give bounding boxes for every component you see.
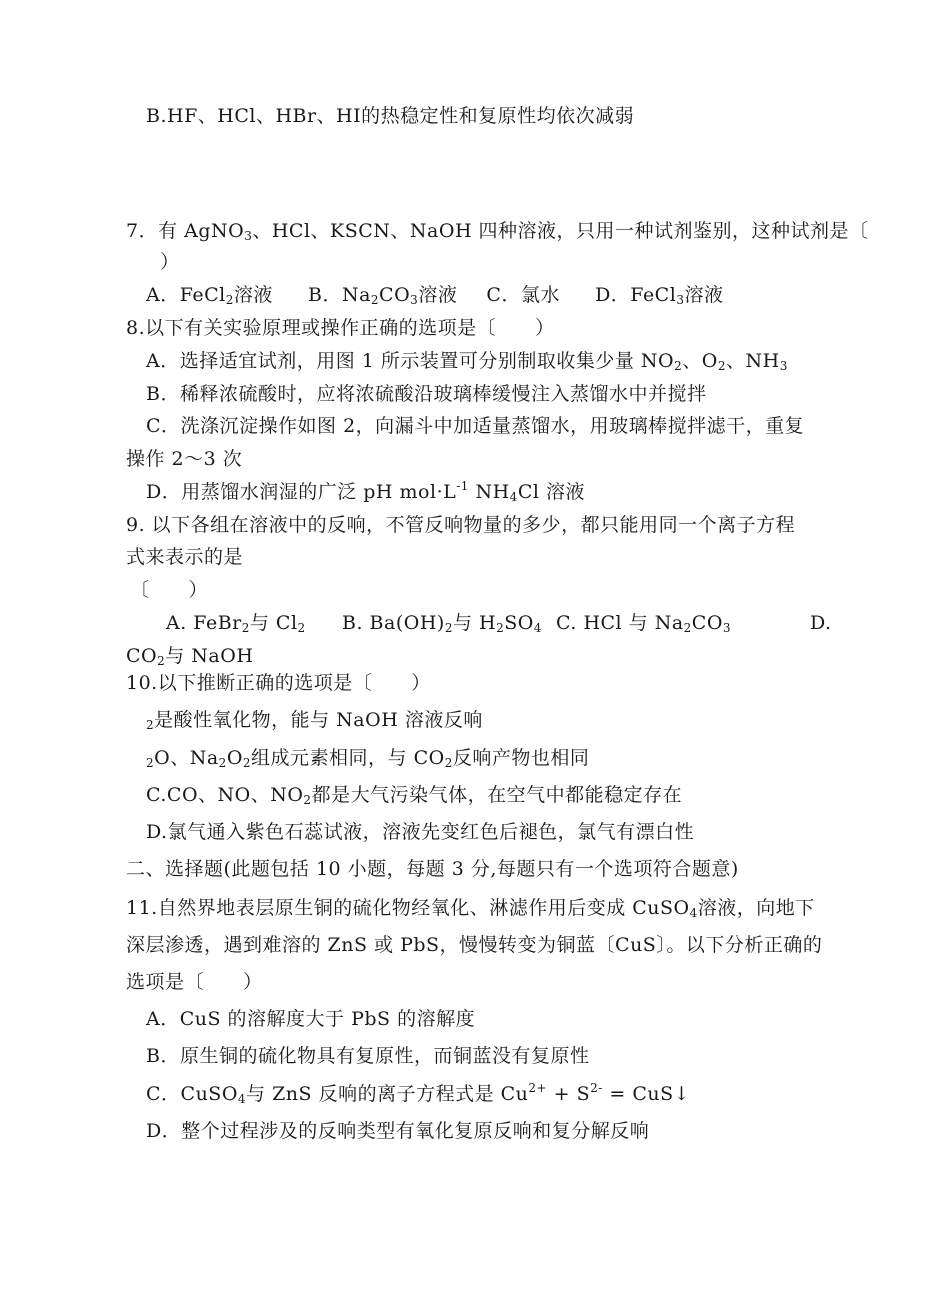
q9-option-d: $CO_2$与 NaOH — [126, 645, 254, 668]
q7-option-d: D．FeCl$_3$溶液 — [595, 284, 724, 307]
question-11-stem-cont2: 选项是〔 ） — [126, 971, 263, 993]
question-10-stem: 10.以下推断正确的选项是〔 ） — [126, 672, 431, 694]
question-7-stem: 7．有 AgNO$_3$、HCl、KSCN、NaOH 四种溶液，只用一种试剂鉴别，这种试剂是〔 — [126, 220, 869, 243]
question-7-options — [146, 283, 723, 307]
q8-option-d: D．用蒸馏水润湿的广泛 pH $mol\cdot L^{-1}$ $NH_4Cl$ 溶液 — [146, 479, 585, 504]
q11-option-d: D．整个过程涉及的反响类型有氧化复原反响和复分解反响 — [146, 1120, 650, 1142]
question-9-stem: 9. 以下各组在溶液中的反响，不管反响物量的多少，都只能用同一个离子方程 — [126, 514, 796, 536]
q7-option-b: B．$Na_2CO_3$溶液 — [307, 284, 458, 307]
q7-option-a: A．FeCl$_2$溶液 — [146, 284, 273, 307]
question-9-answer-paren: 〔 ） — [130, 579, 209, 601]
question-7-stem-cont: ） — [160, 251, 180, 273]
question-8-stem: 8.以下有关实验原理或操作正确的选项是〔 ） — [126, 317, 555, 339]
q10-option-c: C.CO、NO、$NO_2$都是大气污染气体，在空气中都能稳定存在 — [146, 784, 683, 807]
q9-option-a: A. FeBr$_2$与 $Cl_2$ — [166, 612, 306, 635]
q8-option-b: B．稀释浓硫酸时，应将浓硫酸沿玻璃棒缓慢注入蒸馏水中并搅拌 — [146, 383, 707, 405]
q9-option-d-label: D. — [810, 612, 832, 634]
q8-option-a: A．选择适宜试剂，用图 1 所示装置可分别制取收集少量 $NO_2$、$O_2$、$NH_3$ — [146, 350, 788, 373]
q11-option-b: B．原生铜的硫化物具有复原性，而铜蓝没有复原性 — [146, 1045, 590, 1067]
q11-option-a: A．CuS 的溶解度大于 PbS 的溶解度 — [146, 1008, 476, 1030]
q9-option-c: C. HCl 与 $Na_2CO_3$ — [556, 612, 732, 635]
section-2-heading: 二、选择题(此题包括 10 小题，每题 3 分,每题只有一个选项符合题意) — [126, 858, 739, 880]
q11-option-c: C．CuSO$_4$与 ZnS 反响的离子方程式是 $Cu^{2+} + S^{2-}$ = CuS↓ — [146, 1081, 691, 1106]
question-11-stem: 11.自然界地表层原生铜的硫化物经氧化、淋滤作用后变成 CuSO$_4$溶液，向地下 — [126, 897, 815, 920]
option-b-halide-stability: B.HF、HCl、HBr、HI的热稳定性和复原性均依次减弱 — [146, 105, 635, 127]
q8-option-c: C．洗涤沉淀操作如图 2，向漏斗中加适量蒸馏水，用玻璃棒搅拌滤干，重复 — [146, 415, 805, 437]
q10-option-a: $_2$是酸性氧化物，能与 NaOH 溶液反响 — [146, 709, 483, 732]
q10-option-d: D.氯气通入紫色石蕊试液，溶液先变红色后褪色，氯气有漂白性 — [146, 821, 695, 843]
q7-option-c: C．氯水 — [486, 284, 560, 306]
q10-option-b: $_2$O、$Na_2O_2$组成元素相同，与 $CO_2$反响产物也相同 — [146, 747, 590, 770]
q9-option-b: B. $Ba(OH)_2$与 $H_2SO_4$ — [342, 612, 542, 635]
question-9-stem-cont: 式来表示的是 — [126, 546, 244, 568]
question-11-stem-cont: 深层渗透，遇到难溶的 ZnS 或 PbS，慢慢转变为铜蓝〔CuS〕。以下分析正确的 — [126, 934, 823, 956]
q8-option-c-cont: 操作 2～3 次 — [126, 448, 243, 470]
